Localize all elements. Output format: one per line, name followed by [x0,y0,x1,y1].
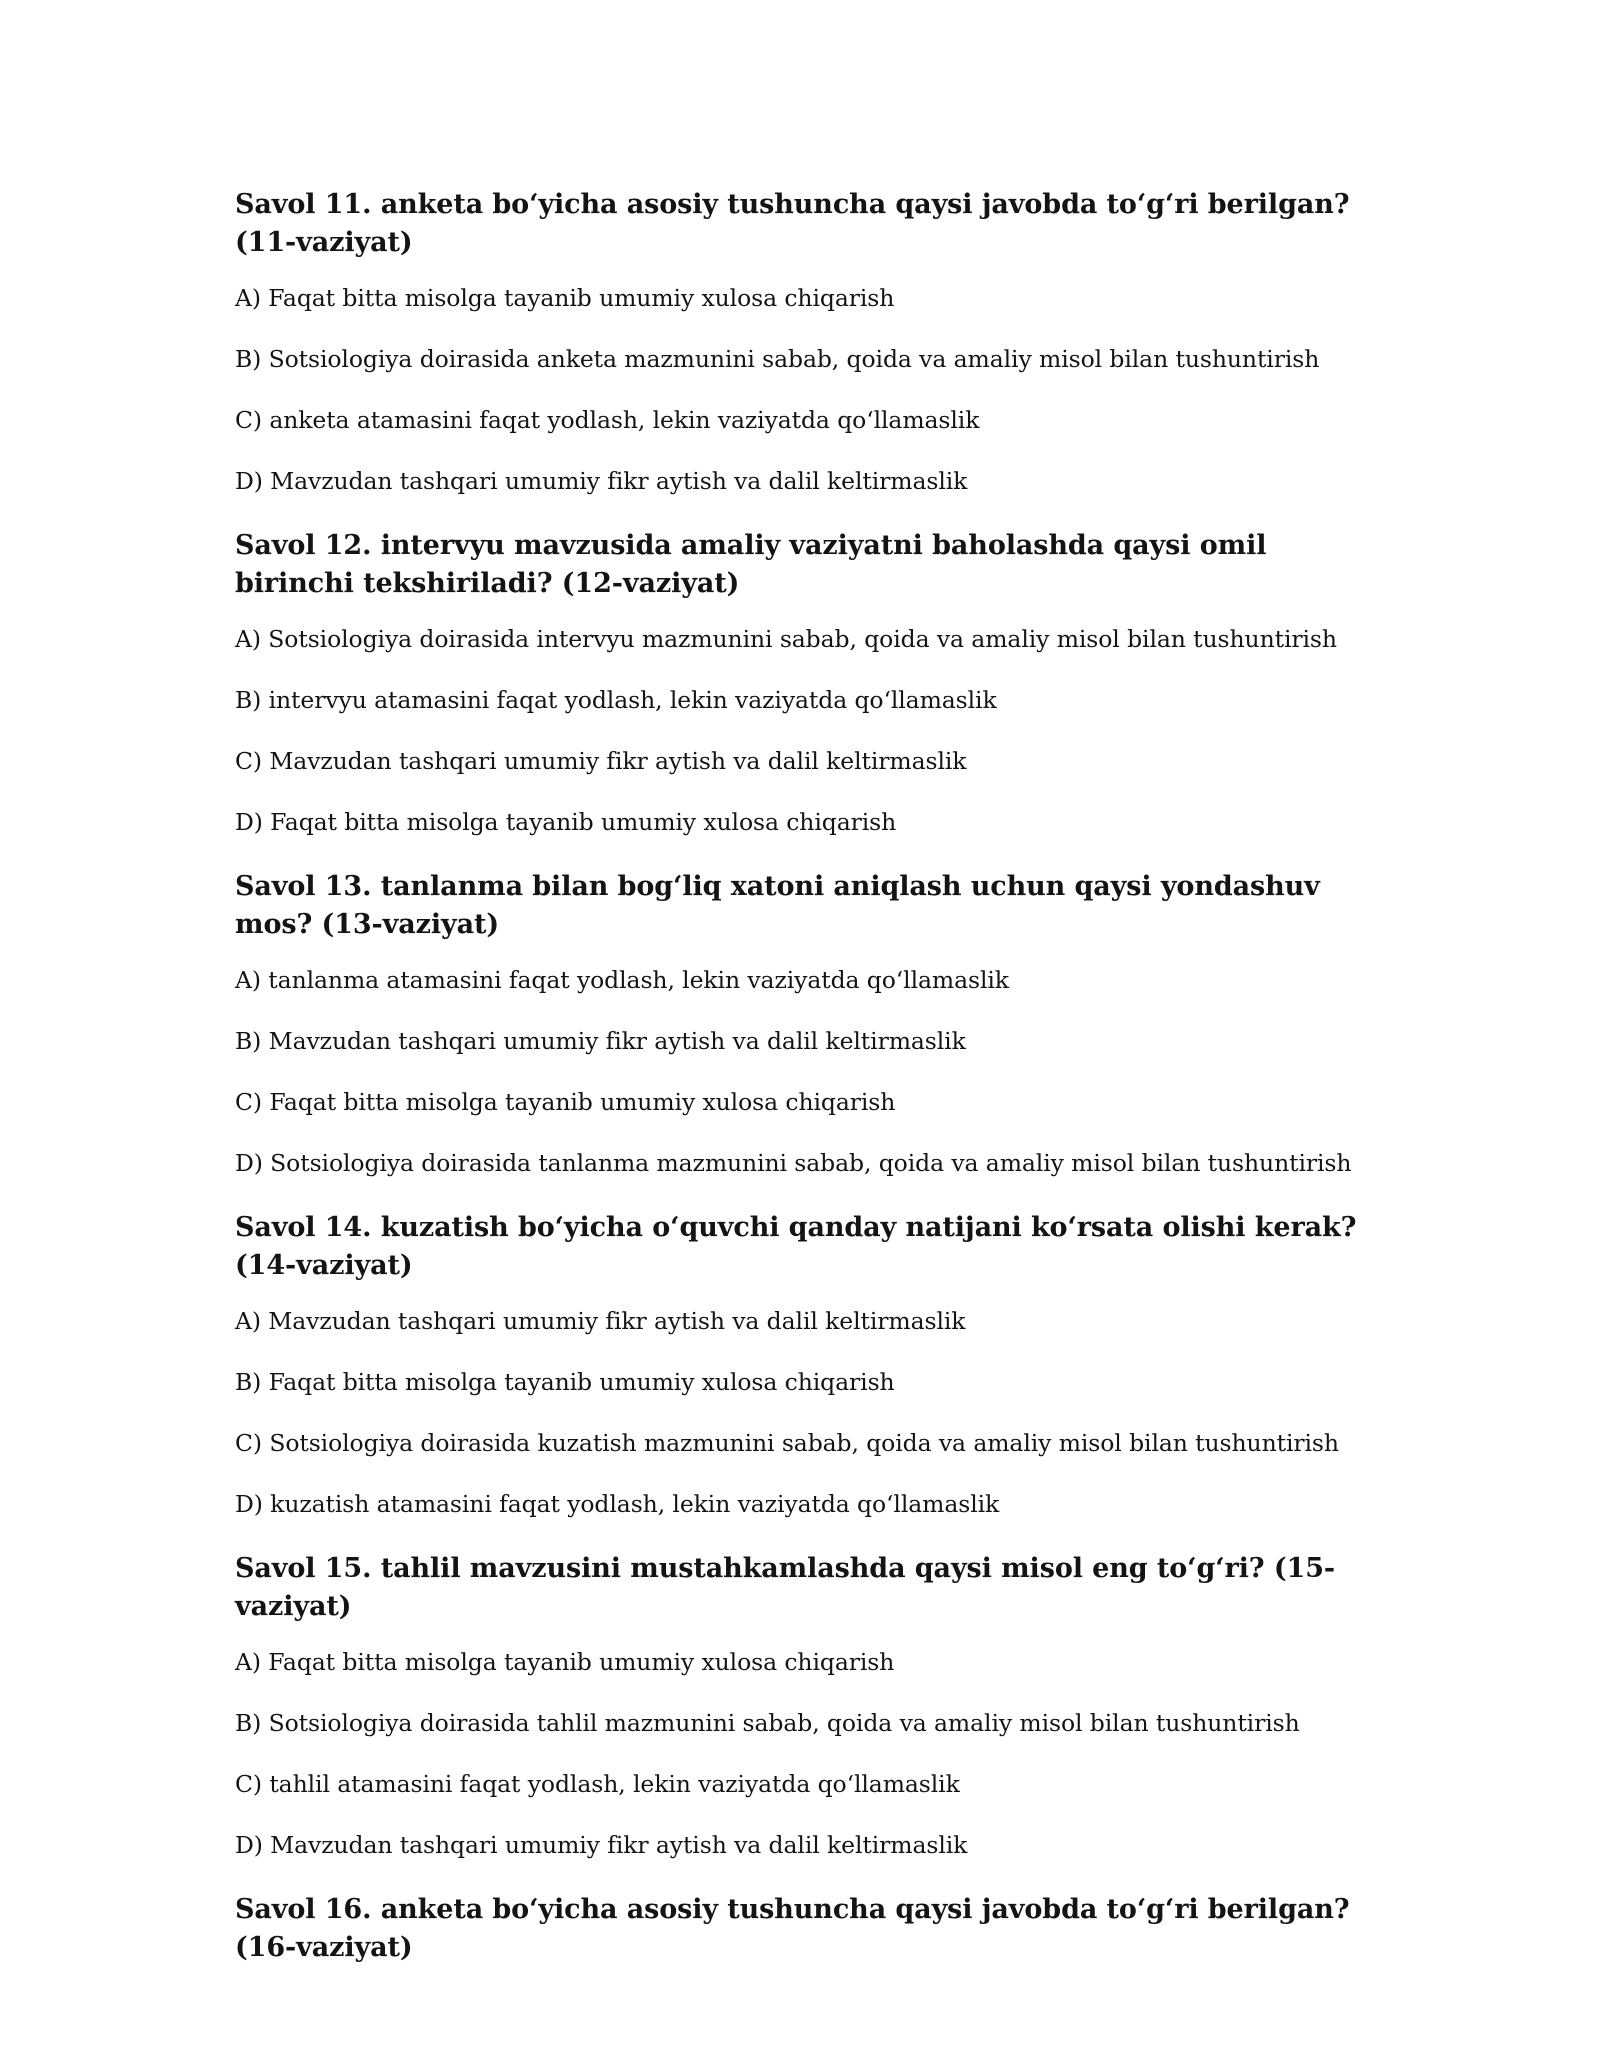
answer-option: D) Sotsiologiya doirasida tanlanma mazmunini sabab, qoida va amaliy misol bilan tushuntirish [235,1149,1352,1177]
answer-option: D) kuzatish atamasini faqat yodlash, lekin vaziyatda qo‘llamaslik [235,1490,1000,1518]
answer-option: B) Faqat bitta misolga tayanib umumiy xulosa chiqarish [235,1368,895,1396]
question-block [235,186,1365,496]
question-block [235,868,1365,1178]
answer-option: C) Sotsiologiya doirasida kuzatish mazmunini sabab, qoida va amaliy misol bilan tushuntirish [235,1429,1339,1457]
question-title: Savol 11. anketa bo‘yicha asosiy tushuncha qaysi javobda to‘g‘ri berilgan? (11-vaziyat) [235,189,1350,258]
answer-option: B) Sotsiologiya doirasida tahlil mazmunini sabab, qoida va amaliy misol bilan tushuntirish [235,1709,1300,1737]
question-title: Savol 14. kuzatish bo‘yicha o‘quvchi qanday natijani ko‘rsata olishi kerak? (14-vaziyat) [235,1212,1357,1281]
question-block [235,527,1365,837]
answer-option: A) Faqat bitta misolga tayanib umumiy xulosa chiqarish [235,1648,895,1676]
answer-option: D) Faqat bitta misolga tayanib umumiy xulosa chiqarish [235,808,897,836]
answer-option: A) Faqat bitta misolga tayanib umumiy xulosa chiqarish [235,284,895,312]
answer-option: A) tanlanma atamasini faqat yodlash, lekin vaziyatda qo‘llamaslik [235,966,1009,994]
answer-option: D) Mavzudan tashqari umumiy fikr aytish va dalil keltirmaslik [235,1831,968,1859]
answer-option: A) Sotsiologiya doirasida intervyu mazmunini sabab, qoida va amaliy misol bilan tushuntirish [235,625,1337,653]
question-title: Savol 16. anketa bo‘yicha asosiy tushuncha qaysi javobda to‘g‘ri berilgan? (16-vaziyat) [235,1894,1350,1963]
question-block [235,1891,1365,1967]
answer-option: B) Sotsiologiya doirasida anketa mazmunini sabab, qoida va amaliy misol bilan tushuntirish [235,345,1320,373]
answer-option: C) anketa atamasini faqat yodlash, lekin vaziyatda qo‘llamaslik [235,406,980,434]
answer-option: C) Mavzudan tashqari umumiy fikr aytish va dalil keltirmaslik [235,747,967,775]
question-title: Savol 13. tanlanma bilan bog‘liq xatoni aniqlash uchun qaysi yondashuv mos? (13-vaziyat) [235,871,1320,940]
question-block [235,1550,1365,1860]
document-page [235,186,1365,1988]
question-title: Savol 15. tahlil mavzusini mustahkamlashda qaysi misol eng to‘g‘ri? (15-vaziyat) [235,1553,1335,1622]
answer-option: D) Mavzudan tashqari umumiy fikr aytish va dalil keltirmaslik [235,467,968,495]
answer-option: C) tahlil atamasini faqat yodlash, lekin vaziyatda qo‘llamaslik [235,1770,960,1798]
answer-option: C) Faqat bitta misolga tayanib umumiy xulosa chiqarish [235,1088,896,1116]
question-title: Savol 12. intervyu mavzusida amaliy vaziyatni baholashda qaysi omil birinchi tekshiriladi? (12-vaziyat) [235,530,1267,599]
answer-option: A) Mavzudan tashqari umumiy fikr aytish va dalil keltirmaslik [235,1307,966,1335]
question-block [235,1209,1365,1519]
answer-option: B) intervyu atamasini faqat yodlash, lekin vaziyatda qo‘llamaslik [235,686,997,714]
answer-option: B) Mavzudan tashqari umumiy fikr aytish va dalil keltirmaslik [235,1027,966,1055]
